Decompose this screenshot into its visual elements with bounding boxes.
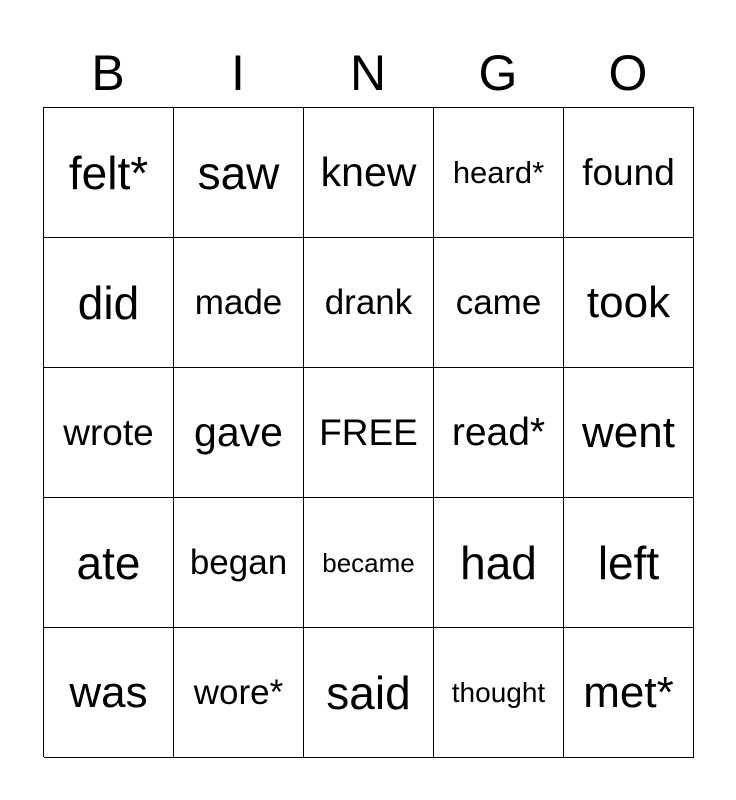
bingo-cell[interactable]: [174, 238, 304, 368]
cell-word: wrote: [63, 412, 154, 453]
cell-word: had: [460, 536, 537, 589]
bingo-cell[interactable]: [564, 628, 694, 758]
bingo-cell[interactable]: [304, 108, 434, 238]
bingo-cell[interactable]: [564, 498, 694, 628]
bingo-header: [43, 42, 693, 104]
bingo-cell[interactable]: [44, 238, 174, 368]
cell-word: wore*: [193, 673, 284, 712]
cell-word: said: [326, 666, 411, 719]
cell-word: drank: [324, 283, 413, 322]
bingo-cell[interactable]: [434, 368, 564, 498]
bingo-cell[interactable]: [44, 368, 174, 498]
bingo-cell[interactable]: [434, 628, 564, 758]
bingo-cell[interactable]: [564, 238, 694, 368]
cell-word: began: [189, 543, 288, 582]
free-space-label: FREE: [319, 412, 418, 453]
bingo-cell free-space[interactable]: [304, 368, 434, 498]
bingo-cell[interactable]: [434, 498, 564, 628]
cell-word: did: [77, 276, 140, 329]
header-letter-n: N: [349, 45, 387, 101]
cell-word: found: [582, 152, 675, 193]
bingo-cell[interactable]: [174, 368, 304, 498]
bingo-cell[interactable]: [44, 628, 174, 758]
bingo-cell[interactable]: [174, 108, 304, 238]
cell-word: saw: [197, 146, 280, 199]
cell-word: was: [69, 667, 148, 717]
bingo-cell[interactable]: [44, 498, 174, 628]
cell-word: made: [194, 283, 283, 322]
cell-word: took: [586, 277, 671, 327]
bingo-cell[interactable]: [564, 368, 694, 498]
cell-word: left: [597, 536, 660, 589]
bingo-cell[interactable]: [434, 108, 564, 238]
header-letter-b: B: [91, 45, 125, 101]
bingo-cell[interactable]: [44, 108, 174, 238]
bingo-cell[interactable]: [174, 628, 304, 758]
cell-word: heard*: [452, 155, 545, 190]
cell-word: read*: [451, 411, 546, 454]
bingo-cell[interactable]: [304, 238, 434, 368]
bingo-cell[interactable]: [304, 628, 434, 758]
cell-word: came: [455, 283, 542, 322]
bingo-cell[interactable]: [174, 498, 304, 628]
cell-word: became: [322, 547, 415, 578]
cell-word: ate: [76, 536, 141, 589]
cell-word: knew: [320, 149, 417, 195]
cell-word: thought: [451, 676, 546, 708]
cell-word: went: [582, 407, 675, 457]
header-letter-o: O: [608, 45, 648, 101]
cell-word: felt*: [68, 146, 149, 199]
header-letter-g: G: [478, 45, 518, 101]
bingo-cell[interactable]: [434, 238, 564, 368]
bingo-board: [43, 107, 694, 757]
bingo-cell[interactable]: [304, 498, 434, 628]
bingo-cell[interactable]: [564, 108, 694, 238]
header-letter-i: I: [231, 45, 245, 101]
cell-word: met*: [583, 667, 674, 717]
cell-word: gave: [194, 409, 283, 455]
